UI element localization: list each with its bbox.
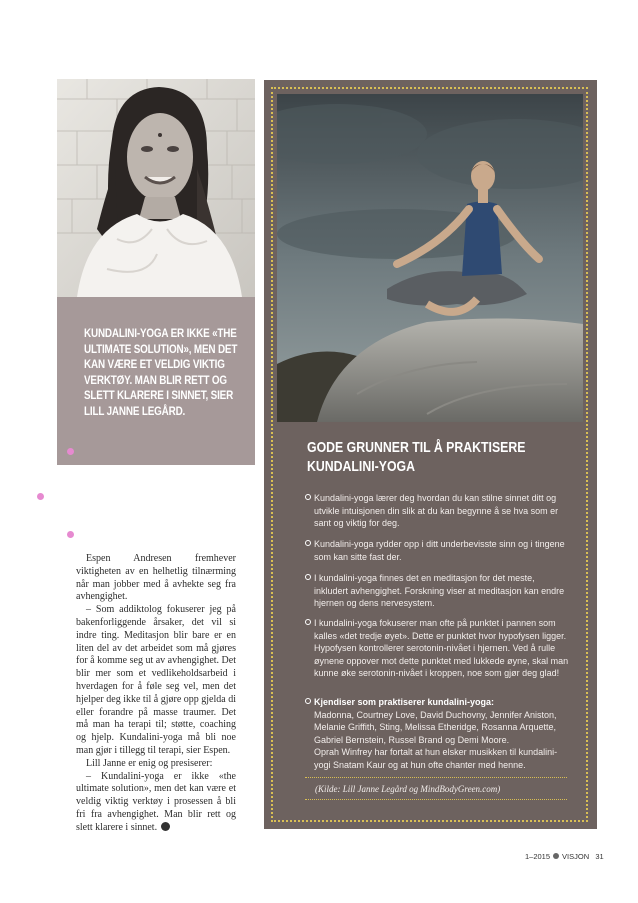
pull-quote: KUNDALINI-YOGA ER IKKE «THE ULTIMATE SOLUTION», MEN DET KAN VÆRE ET VELDIG VIKTIG VERKTØY. MAN BLIR RETT OG SLETT KLARERE I SINNET, SIER LILL JANNE LEGÅRD.	[84, 328, 238, 418]
celebs-extra: Oprah Winfrey har fortalt at hun elsker musikken til kundalini-yogi Snatam Kaur og at hun ofte chanter med henne.	[314, 747, 558, 770]
reason-text: Kundalini-yoga lærer deg hvordan du kan stilne sinnet ditt og utvikle intuisjonen din slik at du kan begynne å se hva som er sant og viktig for deg.	[314, 493, 559, 528]
source-credit: (Kilde: Lill Janne Legård og MindBodyGreen.com)	[315, 784, 501, 794]
portrait-photo	[57, 79, 255, 297]
paragraph: – Som addiktolog fokuserer jeg på bakenforliggende årsaker, det vil si indre ting. Meditasjon blir bare er en liten del av det arbeidet som må gjøres for å komme seg ut av avhengighet. Det blir mer som et vedlikeholdsarbeid i hverdagen for å føle seg vel, men det hjelper deg ikke til å gjøre opp gjelda di eller forandre på masse traumer. Det må man ha terapi til; støtte, coaching og hjelp. Kundalini-yoga må bli noe man gjør i tillegg til terapi, sier Espen.	[76, 604, 236, 756]
bullet-icon	[305, 619, 311, 625]
reason-text: I kundalini-yoga fokuserer man ofte på punktet i pannen som kalles «det tredje øyet». Dette er punktet hvor hypofysen ligger. Hypofysen kontrollerer serotonin-nivået i hjernen. Ved å rulle øynene oppover mot dette punktet med lukkede øyne, skal man kunne øke serotonin-nivået i kroppen, noe som gjør deg glad!	[314, 618, 569, 678]
yoga-photo	[277, 94, 583, 422]
reason-item	[305, 492, 570, 530]
reason-item	[305, 617, 570, 680]
reason-item	[305, 538, 570, 563]
bullet-icon	[305, 698, 311, 704]
bullet-icon	[305, 540, 311, 546]
page-footer	[525, 852, 604, 861]
separator-dot-icon	[553, 853, 559, 859]
paragraph: Espen Andresen fremhever viktigheten av en helhetlig tilnærming når man jobber med å avhekte seg fra avhengighet.	[76, 553, 236, 603]
divider	[305, 777, 567, 778]
celebs-text: Madonna, Courtney Love, David Duchovny, Jennifer Aniston, Melanie Griffith, Sting, Melissa Etheridge, Rosanna Arquette, Gabriel Bernstein, Russel Brand og Demi Moore.	[314, 709, 557, 745]
divider	[305, 799, 567, 800]
celebs-heading: Kjendiser som praktiserer kundalini-yoga:	[314, 697, 495, 707]
bullet-icon	[305, 494, 311, 500]
reason-text	[305, 696, 570, 771]
issue-number: 1–2015	[525, 852, 551, 861]
page-number: 31	[595, 852, 604, 861]
reason-text: Kundalini-yoga rydder opp i ditt underbevisste sinn og i tingene som kan sitte fast der.	[314, 539, 565, 562]
end-mark-icon	[161, 822, 170, 831]
decorative-dot-icon	[67, 448, 74, 455]
decorative-dot-icon	[37, 493, 44, 500]
paragraph: Lill Janne er enig og presiserer:	[86, 757, 213, 769]
article-body	[76, 553, 236, 835]
reason-text: I kundalini-yoga finnes det en meditasjon for det meste, inkludert avhengighet. Forskning viser at meditasjon kan endre hjernen og dens nervesystem.	[314, 573, 565, 608]
reason-item	[305, 572, 570, 610]
magazine-name: VISJON	[562, 852, 590, 861]
panel-title: GODE GRUNNER TIL Å PRAKTISERE KUNDALINI-YOGA	[307, 439, 526, 475]
reason-item-celebrities	[305, 696, 570, 771]
bullet-icon	[305, 574, 311, 580]
decorative-dot-icon	[67, 531, 74, 538]
paragraph	[76, 771, 236, 835]
paragraph-text: – Kundalini-yoga er ikke «the ultimate solution», men det kan være et veldig viktig verktøy i prosessen å bli fri fra avhengighet. Man blir rett og slett klarere i sinnet.	[76, 770, 236, 833]
